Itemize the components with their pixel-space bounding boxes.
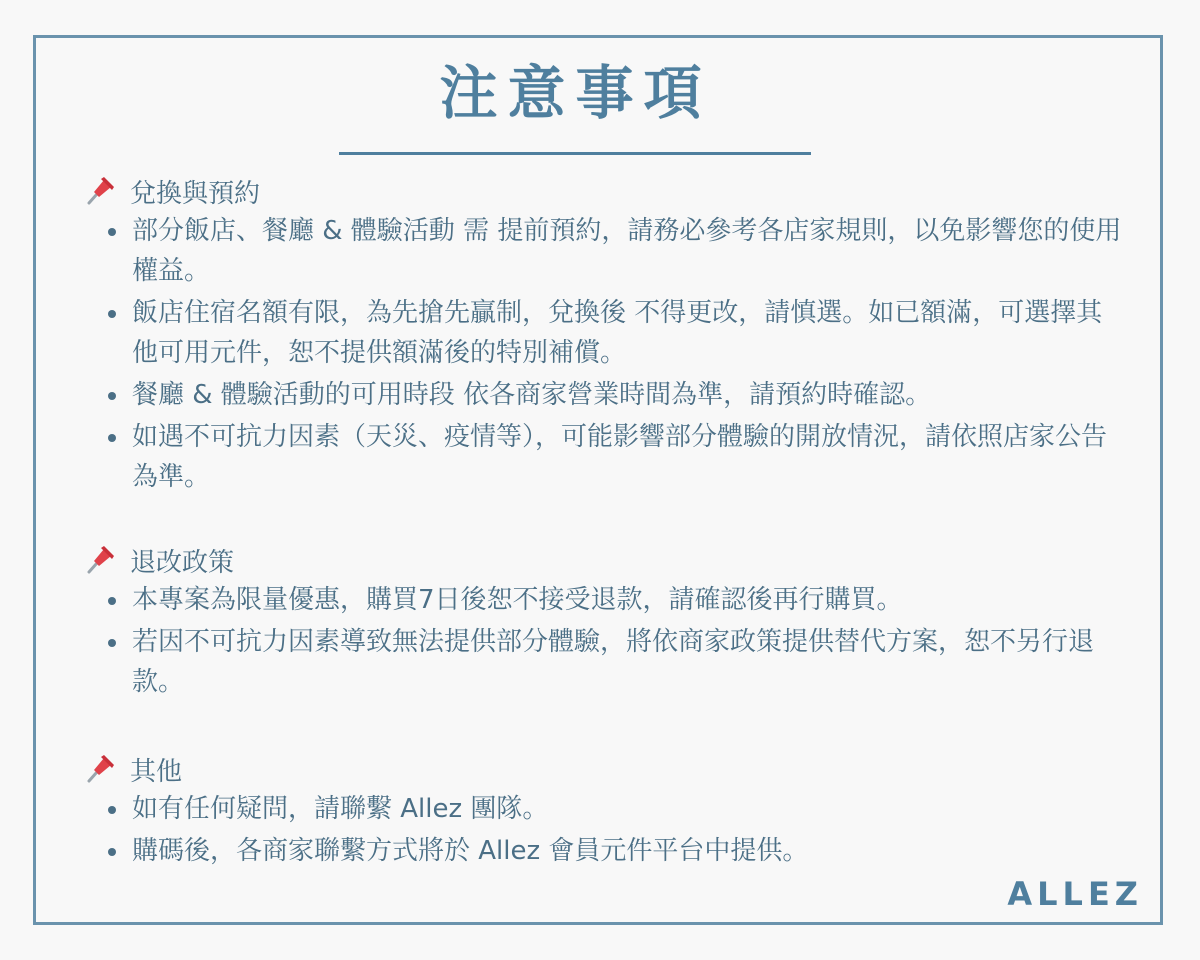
section-other: [84, 749, 1124, 873]
pushpin-icon: [84, 544, 116, 576]
bullet-icon: [108, 392, 116, 400]
list-item: 部分飯店、餐廳 & 體驗活動 需 提前預約，請務必參考各店家規則，以免影響您的使用權益。: [84, 211, 1124, 291]
bullet-icon: [108, 597, 116, 605]
bullet-icon: [108, 848, 116, 856]
list-item: 飯店住宿名額有限，為先搶先贏制，兌換後 不得更改，請慎選。如已額滿，可選擇其他可用元件，恕不提供額滿後的特別補償。: [84, 293, 1124, 373]
list-item: 本專案為限量優惠，購買7日後恕不接受退款，請確認後再行購買。: [84, 580, 1124, 620]
pushpin-icon: [84, 175, 116, 207]
section-heading: [84, 749, 1124, 789]
section-heading-label: 其他: [130, 756, 183, 787]
bullet-icon: [108, 639, 116, 647]
bullet-icon: [108, 228, 116, 236]
list-item: 若因不可抗力因素導致無法提供部分體驗，將依商家政策提供替代方案，恕不另行退款。: [84, 622, 1124, 702]
pushpin-icon: [84, 753, 116, 785]
page-title: 注意事項: [439, 59, 712, 127]
list-item: 餐廳 & 體驗活動的可用時段 依各商家營業時間為準，請預約時確認。: [84, 375, 1124, 415]
list-item: 如遇不可抗力因素（天災、疫情等），可能影響部分體驗的開放情況，請依照店家公告為準。: [84, 417, 1124, 497]
section-heading-label: 退改政策: [130, 547, 235, 578]
bullet-icon: [108, 806, 116, 814]
section-heading-label: 兌換與預約: [130, 178, 261, 209]
list-item: 購碼後，各商家聯繫方式將於 Allez 會員元件平台中提供。: [84, 831, 1124, 871]
bullet-icon: [108, 310, 116, 318]
section-refund: [84, 540, 1124, 704]
title-underline: [339, 152, 811, 155]
list-item: 如有任何疑問，請聯繫 Allez 團隊。: [84, 789, 1124, 829]
section-heading: [84, 540, 1124, 580]
section-booking: [84, 171, 1124, 499]
section-heading: [84, 171, 1124, 211]
brand-logo: ALLEZ: [1007, 875, 1143, 913]
bullet-icon: [108, 434, 116, 442]
